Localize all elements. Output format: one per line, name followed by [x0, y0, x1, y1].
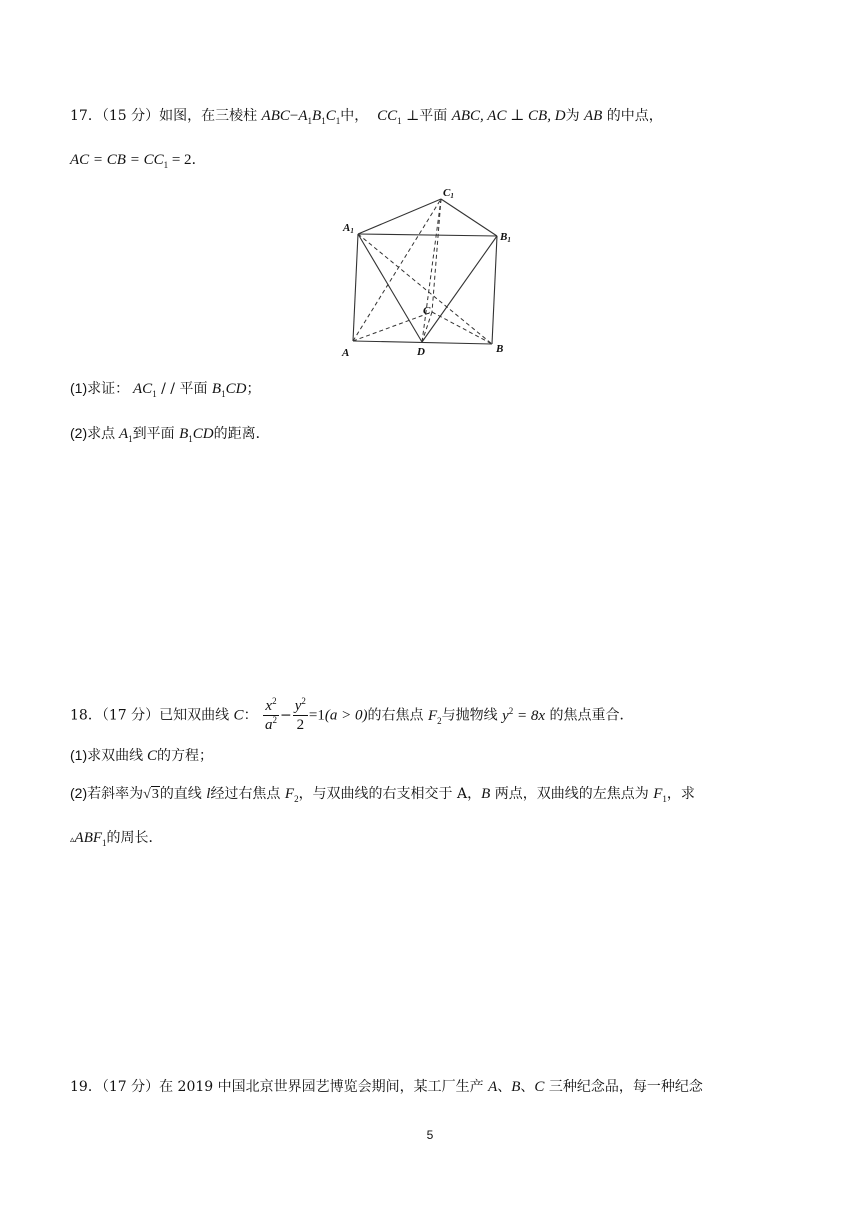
q17-score: （15 分）	[101, 108, 160, 124]
q17-line1: 17．（15 分）如图，在三棱柱 $ABC-A_1B_1C_1$中， $CC_1$ ⊥平面 ABC, AC ⊥ CB, D为 AB 的中点，	[70, 108, 663, 126]
edge-a1-b1	[358, 234, 497, 236]
edge-a1-d	[358, 234, 422, 342]
hidden-c1-d	[422, 199, 441, 342]
fraction-x2-a2: $\frac{x^2}{a^2}$	[265, 696, 278, 733]
page-number: 5	[426, 1128, 434, 1142]
q18-part2-line2: $▵ABF_1$的周长．	[70, 830, 163, 848]
label-B: B	[496, 343, 504, 355]
edge-c1-b1	[441, 199, 497, 236]
edge-a1-a	[353, 234, 358, 341]
label-B1: B1	[500, 231, 511, 244]
fraction-y2-2: $\frac{y^2}{2}$	[294, 696, 306, 733]
label-A1: A1	[343, 222, 354, 235]
prism-name: $ABC-A_1B_1C_1$	[261, 108, 341, 126]
hidden-a1-b	[358, 234, 492, 344]
q18-part1: (1)求双曲线 C的方程；	[70, 747, 214, 764]
q17-intro: 如图，在三棱柱	[159, 108, 262, 124]
equality-condition: AC = CB = $CC_1 = 2$	[70, 152, 192, 170]
cc1-perp-condition: $CC_1$	[377, 108, 402, 126]
q18-score: （17 分）	[101, 707, 160, 724]
prism-figure	[335, 184, 525, 364]
q18-number: 18．	[70, 707, 102, 724]
label-C: C	[423, 305, 431, 317]
edge-b1-b	[492, 236, 497, 344]
edge-a1-c1	[358, 199, 441, 234]
label-C1: C1	[443, 187, 454, 200]
q17-part1: (1)求证： $AC_1$ / / 平面 $B_1CD$；	[70, 380, 261, 399]
q19-line1: 19．（17 分）在 2019 中国北京世界园艺博览会期间，某工厂生产 A、B、C 三种纪念品，每一种纪念	[70, 1079, 703, 1095]
hidden-c-b	[432, 312, 492, 344]
q19-score: （17 分）	[101, 1079, 160, 1095]
hidden-a-c	[353, 312, 432, 341]
q17-line2: AC = CB = $CC_1 = 2$．	[70, 152, 206, 170]
label-A: A	[342, 347, 350, 359]
label-D: D	[417, 346, 425, 358]
hidden-a-c1	[353, 199, 441, 341]
q18-part2-line1: (2)若斜率为√3的直线 l经过右焦点 $F_2$，与双曲线的右支相交于 A，B 两点，双曲线的左焦点为 $F_1$，求	[70, 785, 695, 804]
q18-line1: 18．（17 分）已知双曲线 C： $\frac{x^2}{a^2}$ − $\frac{y^2}{2}$ =1(a > 0)的右焦点 $F_2$与抛物线 $y^2 = 8x$ 的焦点重合．	[70, 696, 634, 733]
q17-number: 17．	[70, 108, 102, 124]
q17-part2: (2)求点 $A_1$到平面 $B_1CD$的距离．	[70, 425, 270, 444]
q19-number: 19．	[70, 1079, 102, 1095]
